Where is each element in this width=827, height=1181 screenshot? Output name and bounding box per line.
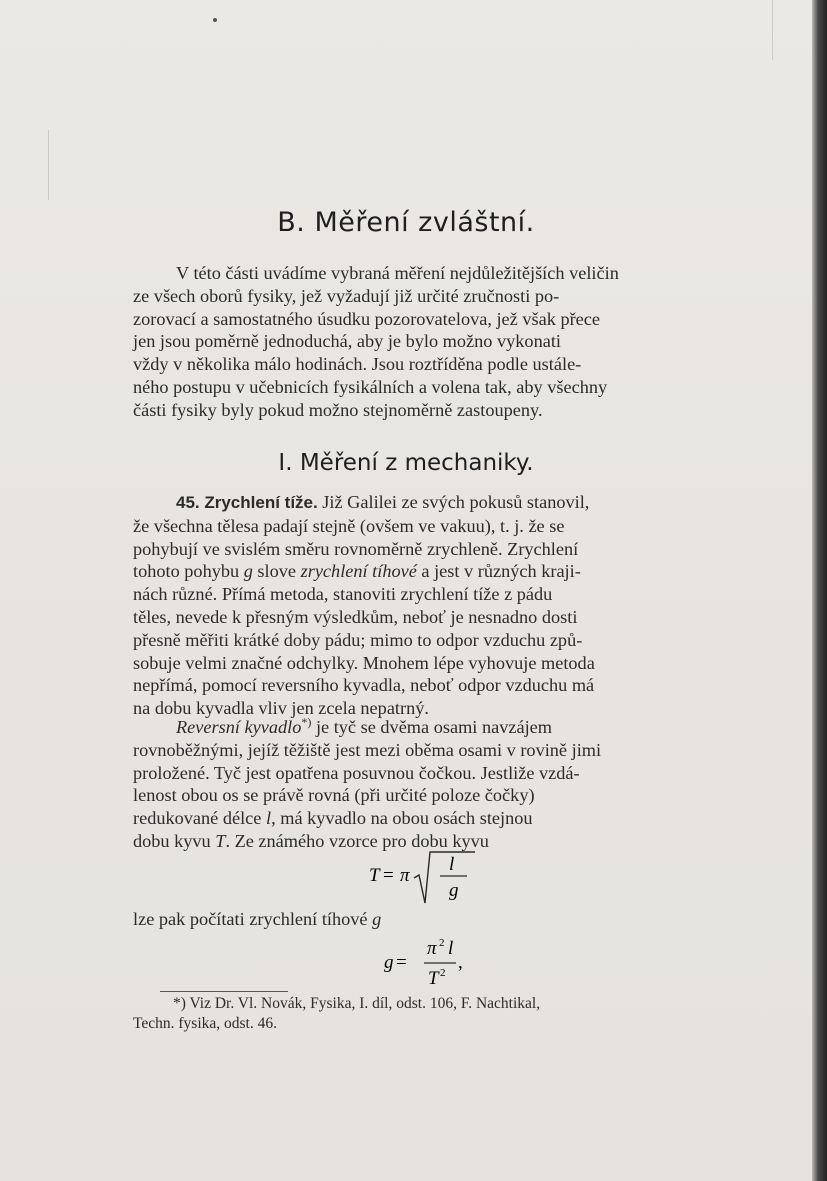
text-line: nách různé. Přímá metoda, stanoviti zrychlení tíže z pádu bbox=[133, 584, 553, 605]
reversni-kyvadlo-paragraph bbox=[133, 711, 708, 853]
scan-artifact-line bbox=[772, 0, 773, 60]
italic-term: Reversní kyvadlo bbox=[176, 717, 302, 738]
text-line: ze všech oborů fysiky, jež vyžadují již určité zručnosti po- bbox=[133, 285, 560, 306]
formula-numerator: l bbox=[448, 938, 454, 959]
text-fragment: je tyč se dvěma osami navzájem bbox=[311, 717, 552, 738]
after-formula-text bbox=[133, 908, 708, 931]
speck bbox=[213, 18, 217, 22]
text-fragment: Již Galilei ze svých pokusů stanovil, bbox=[317, 492, 590, 512]
text-fragment: tohoto pohybu bbox=[133, 561, 244, 582]
text-line: pohybují ve svislém směru rovnoměrně zrychleně. Zrychlení bbox=[133, 538, 579, 559]
text-line: přesně měřiti krátké doby pádu; mimo to odpor vzduchu způ- bbox=[133, 629, 583, 650]
text-line: sobuje velmi značné odchylky. Mnohem lépe vyhovuje metoda bbox=[133, 652, 595, 673]
gravity-formula bbox=[382, 935, 502, 995]
text-line: na dobu kyvadla vliv jen zcela nepatrný. bbox=[133, 698, 429, 719]
formula-numerator: l bbox=[449, 854, 455, 875]
text-fragment: redukované délce bbox=[133, 808, 266, 829]
text-line: nepřímá, pomocí reversního kyvadla, neboť odpor vzduchu má bbox=[133, 675, 595, 696]
math-var: g bbox=[243, 561, 253, 582]
footnote-mark: *) bbox=[301, 715, 312, 729]
section-45-heading: 45. Zrychlení tíže. bbox=[176, 493, 318, 512]
text-line: rovnoběžnými, jejíž těžiště jest mezi oběma osami v rovině jimi bbox=[133, 739, 602, 760]
footnote-line: *) Viz Dr. Vl. Novák, Fysika, I. díl, odst. 106, F. Nachtikal, bbox=[173, 995, 541, 1012]
section-title: B. Měření zvláštní. bbox=[277, 207, 535, 238]
formula-lhs: T bbox=[369, 865, 380, 886]
text-fragment: lze pak počítati zrychlení tíhové bbox=[133, 909, 373, 929]
text-line bbox=[133, 560, 708, 583]
subsection-title: I. Měření z mechaniky. bbox=[278, 450, 534, 476]
text-line: jen jsou poměrně jednoduchá, aby je bylo možno vykonati bbox=[133, 331, 561, 352]
text-line: části fysiky byly pokud možno stejnoměrně zastoupeny. bbox=[133, 399, 543, 420]
footnote-rule bbox=[160, 991, 288, 992]
math-var: g bbox=[372, 909, 382, 929]
text-line: vždy v několika málo hodinách. Jsou roztříděna podle ustále- bbox=[133, 354, 582, 375]
text-fragment: . Ze známého vzorce pro dobu kyvu bbox=[225, 831, 489, 852]
text-fragment: a jest v různých kraji- bbox=[416, 561, 581, 582]
text-line bbox=[133, 908, 708, 931]
text-fragment: dobu kyvu bbox=[133, 831, 216, 852]
text-line bbox=[133, 491, 708, 515]
period-formula bbox=[367, 848, 487, 908]
text-line bbox=[133, 807, 708, 830]
text-line: že všechna tělesa padají stejně (ovšem ve vakuu), t. j. že se bbox=[133, 515, 565, 536]
italic-term: zrychlení tíhové bbox=[300, 561, 417, 582]
text-line: zorovací a samostatného úsudku pozorovatelova, jež však přece bbox=[133, 308, 601, 329]
text-line: lenost obou os se právě rovná (při určité poloze čočky) bbox=[133, 785, 535, 806]
formula-denominator: T bbox=[428, 968, 439, 989]
text-line: proložené. Tyč jest opatřena posuvnou čočkou. Jestliže vzdá- bbox=[133, 762, 580, 783]
formula-comma: , bbox=[458, 952, 463, 973]
footnote-line: Techn. fysika, odst. 46. bbox=[133, 1015, 277, 1032]
math-var: l bbox=[265, 808, 272, 829]
text-fragment: slove bbox=[252, 561, 301, 582]
formula-pi: π bbox=[400, 865, 410, 886]
formula-equals: = bbox=[383, 865, 394, 886]
scan-artifact-line bbox=[48, 130, 49, 200]
formula-lhs: g bbox=[384, 952, 394, 973]
intro-paragraph bbox=[133, 262, 708, 422]
text-line: ného postupu v učebnicích fysikálních a volena tak, aby všechny bbox=[133, 376, 608, 397]
math-var: T bbox=[215, 831, 226, 852]
formula-equals: = bbox=[396, 952, 407, 973]
formula-exponent: 2 bbox=[440, 967, 446, 979]
formula-exponent: 2 bbox=[439, 937, 445, 949]
footnote bbox=[133, 994, 708, 1034]
text-line: těles, nevede k přesným výsledkům, neboť je nesnadno dosti bbox=[133, 606, 578, 627]
text-line: V této části uvádíme vybraná měření nejdůležitějších veličin bbox=[176, 263, 619, 283]
text-fragment: , má kyvadlo na obou osách stejnou bbox=[271, 808, 533, 829]
sqrt-sign bbox=[414, 852, 475, 903]
formula-denominator: g bbox=[449, 880, 459, 901]
formula-pi: π bbox=[427, 938, 437, 959]
page-edge-shadow bbox=[812, 0, 827, 1181]
section-45-paragraph bbox=[133, 491, 708, 720]
text-line bbox=[133, 711, 708, 739]
